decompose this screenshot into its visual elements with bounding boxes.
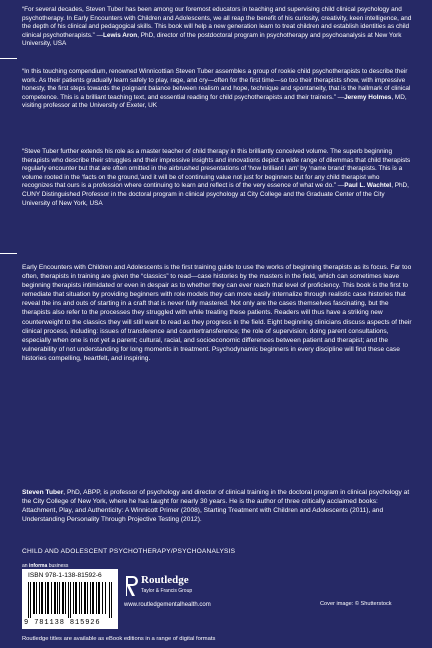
quote-author: Jeremy Holmes [344, 93, 392, 101]
publisher-url[interactable]: www.routledgementalhealth.com [124, 602, 211, 608]
quote-author: Lewis Aron [102, 31, 138, 39]
quote-affiliation: , PhD, CUNY Distinguished Professor in the doctoral program in clinical psychology at City College and the Graduate Center of the City University of New York, USA [22, 182, 409, 207]
routledge-logo-icon [124, 575, 138, 597]
quote-text: “Steve Tuber further extends his role as a master teacher of child therapy in this brilliantly conceived volume. The superb beginning therapists who describe their struggles and their impressive insights and innovations depict a wide range of dilemmas that child therapists regularly encounter but that are often omitted in the airbrushed presentations of ‘how brilliant I am’ by ‘name brand’ therapists. This is a volume rooted in the ‘facts on the ground,’and it will be of continuing value not just for beginners but for any child therapist who recognizes that ours is a profession where continuing to learn and reflect is of the very essence of what we do.” — [22, 148, 411, 190]
informa-business-label: an informa business [22, 563, 69, 569]
quote-affiliation: , MD, visiting professor at the University of Exeter, UK [22, 93, 407, 110]
author-bio [22, 488, 412, 524]
endorsement-quote-2 [22, 68, 412, 111]
quote-author: Paul L. Wachtel [344, 182, 392, 190]
decorative-rule-bottom [0, 253, 17, 254]
decorative-rule-top [0, 58, 17, 59]
author-name: Steven Tuber [22, 489, 64, 496]
cover-image-credit: Cover image: © Shutterstock [320, 601, 392, 607]
quote-text: “In this touching compendium, renowned Winnicottian Steven Tuber assembles a group of rookie child psychotherapists to describe their work. As their patients gradually learn safely to play, rage, and cry—often for the first time—so too their therapists show, with impressive honesty, the first steps towards the poignant balance between realism and hope, technique and spontaneity, that is the hallmark of clinical competence. This is a brilliant teaching text, and essential reading for child psychotherapists and their trainers.” — [22, 68, 411, 101]
book-description: Early Encounters with Children and Adolescents is the first training guide to use the works of beginning therapists as its focus. Far too often, therapists in training are given the “classics” to read—case histories by the masters in the field, which can sometimes leave beginning therapists intimidated or even in despair as to whether they can ever reach that level of proficiency. This book is the first to remediate that situation by providing beginners with role models they can more easily internalize through realistic case histories that reveal the ins and outs of starting in a craft that is never fully mastered. Not only are the cases themselves fascinating, but the therapists also refer to the processes they struggled with while treating these patients. Readers will thus have a striking new counterweight to the classics they will still want to read as they progress in the field. Eight beginning clinicians discuss aspects of their clinical process, including: issues of transference and countertransference; the role of supervision; doing parent consultations, especially when one is not yet a parent; cultural, racial, and socioeconomic differences between patient and therapist; and the vulnerability of not understanding for long moments in treatment. Psychodynamic beginners in every discipline will find these case histories compelling, heartfelt, and inspiring. [22, 264, 412, 362]
quote-affiliation: , PhD, director of the postdoctoral program in psychotherapy and psychoanalysis at New York University, USA [22, 31, 402, 48]
barcode-panel [22, 569, 118, 629]
barcode-icon [28, 582, 112, 618]
author-bio-text: , PhD, ABPP, is professor of psychology and director of clinical training in the doctoral program in clinical psychology at the City College of New York, where he has taught for nearly 30 years. He is the author of three critically acclaimed books: Attachment, Play, and Authenticity: A Winnicott Primer (2008), Starting Treatment with Children and Adolescents (2011), and Understanding Personality Through Projective Testing (2012). [22, 489, 410, 524]
subject-category: CHILD AND ADOLESCENT PSYCHOTHERAPY/PSYCHOANALYSIS [22, 548, 236, 555]
isbn-label: ISBN 978-1-138-81592-6 [28, 572, 102, 579]
quote-text: “For several decades, Steven Tuber has been among our foremost educators in teaching and supervising child clinical psychology and psychotherapy. In Early Encounters with Children and Adolescents, we all reap the benefit of his curiosity, creativity, keen intelligence, and the depth of his clinical and pedagogical skills. This book will help a new generation learn to treat children and establish identities as child clinical psychotherapists.” — [22, 6, 412, 39]
ebook-availability-note: Routledge titles are available as eBook editions in a range of digital formats [22, 636, 216, 642]
publisher-name: Routledge [141, 574, 189, 586]
endorsement-quote-3 [22, 148, 412, 208]
endorsement-quote-1 [22, 6, 412, 49]
barcode-digits: 9 781138 815926 [24, 619, 101, 627]
publisher-group: Taylor & Francis Group [141, 588, 193, 594]
